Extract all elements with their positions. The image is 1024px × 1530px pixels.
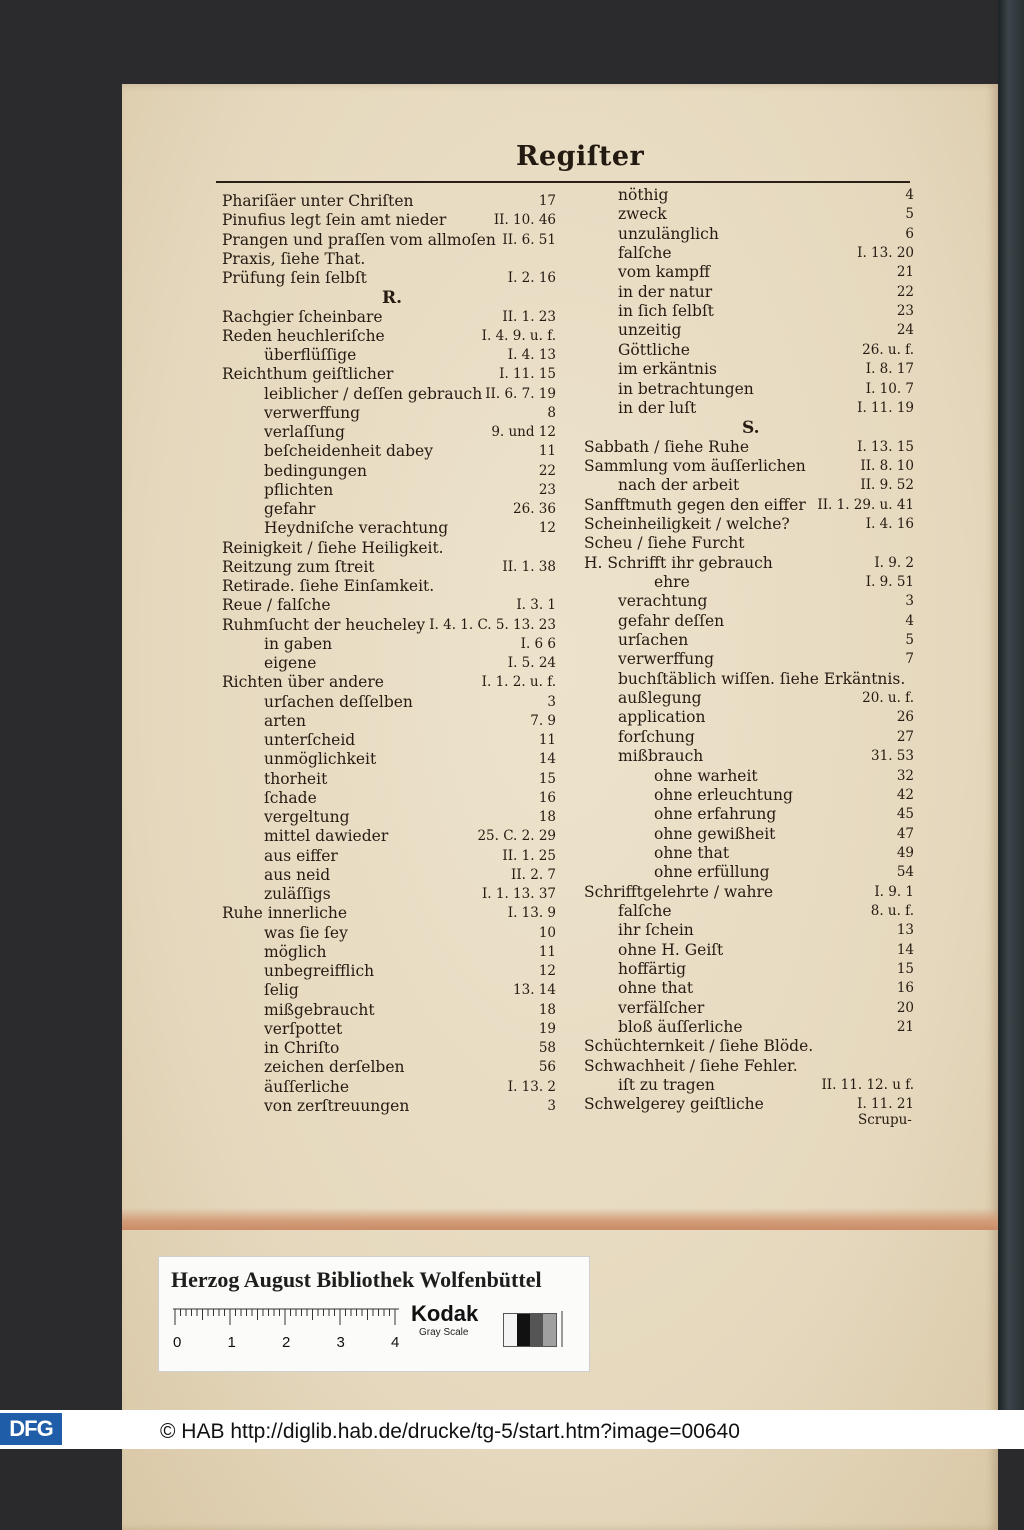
index-reference: 22 [896,283,914,300]
index-entry: leiblicher / deſſen gebrauch [264,384,483,403]
page-bottom-edge [122,1208,998,1230]
index-entry: ohne that [618,979,694,998]
index-reference: I. 3. 1 [516,597,556,614]
index-entry: ohne erfüllung [654,863,770,882]
index-reference: I. 1. 2. u. f. [481,674,556,691]
header-rule [216,181,910,183]
index-entry: Göttliche [618,340,690,359]
index-entry: iſt zu tragen [618,1076,715,1095]
index-entry: ohne gewißheit [654,824,776,843]
index-entry: in der luſt [618,398,697,417]
index-entry: Scheu / ſiehe Furcht [584,534,745,553]
index-reference: I. 11. 15 [499,366,556,383]
index-entry: Reue / falſche [222,596,331,615]
index-entry: Reichthum geiſtlicher [222,365,394,384]
index-entry: aus eiffer [264,846,338,865]
index-reference: 7 [905,651,914,668]
index-reference: 26. 36 [513,501,556,517]
index-entry: forſchung [618,727,695,746]
index-entry: gefahr deſſen [618,611,725,630]
index-entry: hoffärtig [618,960,687,978]
institution-name: Herzog August Bibliothek Wolfenbüttel [171,1267,542,1292]
gray-scale-label: Gray Scale [419,1327,469,1338]
index-entry: ohne H. Geiſt [618,940,724,959]
index-reference: I. 2. 16 [507,270,556,286]
index-reference: 15 [538,770,556,787]
section-letter: S. [742,418,760,439]
index-entry: pflichten [264,480,334,499]
index-reference: I. 4. 1. C. 5. 13. 23 [429,616,556,633]
index-entry: ohne erfahrung [654,805,777,824]
index-reference: I. 13. 2 [507,1078,556,1095]
index-entry: ohne erleuchtung [654,785,793,804]
index-entry: Schwelgerey geiſtliche [584,1095,764,1114]
index-reference: 15 [896,961,914,977]
index-entry: vom kampff [618,263,710,282]
index-reference: 12 [538,520,556,537]
index-reference: 56 [538,1059,556,1076]
index-reference: 19 [538,1020,556,1037]
index-reference: 14 [538,751,556,768]
index-reference: 16 [538,789,556,806]
index-entry: H. Schrifft ihr gebrauch [584,553,773,572]
index-reference: I. 13. 15 [857,438,914,455]
index-reference: 13 [896,922,914,939]
index-reference: 25. C. 2. 29 [477,828,556,845]
index-reference: 20 [896,999,914,1016]
index-entry: Richten über andere [222,673,384,692]
index-entry: ſchade [264,788,317,807]
index-entry: im erkäntnis [618,360,717,379]
index-reference: II. 1. 25 [502,847,556,864]
index-entry: Reinigkeit / ſiehe Heiligkeit. [222,538,444,557]
index-entry: Ruhmſucht der heucheley [222,615,426,634]
index-entry: verachtung [618,592,708,611]
index-entry: application [618,708,706,727]
index-entry: Retirade. ſiehe Einſamkeit. [222,577,435,595]
index-entry: unzulänglich [618,224,719,243]
index-entry: zeichen derſelben [264,1058,405,1077]
index-entry: ihr ſchein [618,921,694,940]
index-entry: verſpottet [264,1019,343,1038]
index-reference: 21 [896,264,914,281]
index-reference: I. 4. 9. u. f. [481,327,556,344]
index-reference: II. 10. 46 [493,212,556,229]
index-entry: unterſcheid [264,731,356,749]
index-reference: I. 8. 17 [865,361,914,378]
index-reference: 11 [538,943,556,960]
index-reference: II. 6. 7. 19 [485,385,556,402]
index-reference: 18 [538,1001,556,1018]
index-reference: 6 [905,225,914,242]
index-entry: Scheinheiligkeit / welche? [584,514,790,533]
index-reference: 26 [896,709,914,726]
index-entry: bedingungen [264,461,367,480]
index-reference: II. 1. 38 [502,558,556,575]
index-entry: Pinufius legt ſein amt nieder [222,211,447,230]
index-entry: in ſich ſelbſt [618,302,714,321]
copyright-link[interactable]: © HAB http://diglib.hab.de/drucke/tg-5/start.htm?image=00640 [160,1420,740,1443]
index-reference: I. 5. 24 [507,655,556,671]
index-entry: gefahr [264,500,316,518]
index-reference: 17 [538,193,556,209]
index-entry: in betrachtungen [618,379,754,398]
index-reference: 3 [905,593,914,610]
index-reference: 12 [538,963,556,979]
index-reference: 20. u. f. [862,690,914,707]
index-reference: I. 9. 1 [874,883,914,900]
index-entry: Praxis, ſiehe That. [222,249,366,268]
index-entry: Sanfftmuth gegen den eiffer [584,495,806,514]
index-reference: I. 9. 2 [874,554,914,571]
index-reference: 4 [905,612,914,629]
index-entry: Schwachheit / ſiehe Fehler. [584,1056,798,1075]
index-entry: Rachgier ſcheinbare [222,307,383,326]
index-reference: 24 [896,322,914,339]
index-reference: I. 13. 9 [507,905,556,922]
index-entry: eigene [264,654,317,672]
index-entry: von zerſtreuungen [264,1096,410,1115]
index-reference: II. 2. 7 [510,866,556,883]
gray-scale-swatch [503,1313,557,1347]
index-entry: in gaben [264,634,333,653]
index-reference: 49 [896,844,914,861]
library-label-card [158,1256,590,1372]
index-entry: zuläſſigs [264,885,331,903]
index-reference: 11 [538,443,556,460]
index-reference: 16 [896,980,914,997]
section-letter: R. [382,288,403,309]
index-reference: 42 [896,786,914,803]
index-reference: II. 8. 10 [860,457,914,474]
index-entry: unmöglichkeit [264,750,377,769]
index-reference: II. 11. 12. u f. [821,1077,914,1094]
index-reference: II. 1. 29. u. 41 [817,496,914,513]
index-reference: 22 [538,462,556,479]
index-entry: Ruhe innerliche [222,904,347,923]
index-entry: mißgebraucht [264,1000,375,1019]
index-entry: in Chriſto [264,1039,340,1057]
index-reference: 3 [547,693,556,710]
ruler-label: 0 [173,1334,182,1351]
ruler-label: 1 [227,1334,236,1351]
index-entry: nöthig [618,186,669,204]
index-entry: verlaſſung [264,423,345,441]
index-entry: außlegung [618,689,702,708]
index-entry: Phariſäer unter Chriſten [222,192,414,210]
index-entry: falſche [618,901,672,920]
index-reference: 31. 53 [871,748,914,765]
index-entry: buchſtäblich wiſſen. ſiehe Erkäntnis. [618,669,906,688]
index-reference: 8. u. f. [870,902,914,919]
index-reference: 5 [905,206,914,223]
index-entry: vergeltung [264,808,350,826]
index-entry: äuſſerliche [264,1077,350,1096]
swatch-divider [561,1311,563,1347]
index-entry: zweck [618,205,667,224]
index-reference: 7. 9 [530,712,556,729]
index-reference: II. 9. 52 [860,477,914,494]
index-entry: ohne that [654,843,730,862]
index-reference: 10 [538,924,556,941]
index-entry: Schrifftgelehrte / wahre [584,882,774,901]
kodak-brand: Kodak [411,1301,479,1326]
index-entry: urſachen deſſelben [264,692,413,711]
index-entry: Schüchternkeit / ſiehe Blöde. [584,1037,814,1056]
page-header: Regiſter [516,141,645,172]
dfg-logo: DFG [0,1413,62,1445]
index-reference: I. 9. 51 [865,574,914,590]
index-reference: 23 [538,481,556,498]
index-reference: I. 4. 13 [507,347,556,363]
index-entry: aus neid [264,865,331,884]
index-entry: unzeitig [618,321,682,340]
index-reference: 58 [538,1040,556,1056]
index-entry: bloß äuſſerliche [618,1018,743,1037]
index-entry: Prangen und praſſen vom allmoſen [222,230,496,249]
index-entry: möglich [264,942,327,961]
index-entry: ſelig [264,981,299,1000]
index-entry: falſche [618,244,672,263]
ruler-label: 3 [336,1334,345,1351]
index-reference: 9. und 12 [491,424,556,440]
index-entry: mißbrauch [618,747,704,766]
index-entry: Sammlung vom äuſſerlichen [584,456,806,475]
index-entry: arten [264,711,307,730]
index-entry: Reden heuchleriſche [222,326,385,345]
index-reference: 54 [896,864,914,881]
index-reference: 5 [905,632,914,649]
index-reference: 3 [547,1097,556,1114]
ruler-scale [173,1307,399,1351]
index-reference: 4 [905,187,914,203]
index-reference: I. 11. 19 [857,399,914,416]
index-entry: überflüſſige [264,346,357,364]
index-reference: I. 6 6 [520,635,556,652]
index-reference: II. 6. 51 [502,231,556,248]
index-reference: I. 4. 16 [865,515,914,532]
index-entry: urſachen [618,631,689,650]
index-entry: Sabbath / ſiehe Ruhe [584,437,749,456]
index-entry: nach der arbeit [618,476,740,495]
index-entry: Prüfung ſein ſelbſt [222,269,367,287]
index-reference: 26. u. f. [862,341,914,358]
index-reference: I. 11. 21 [857,1096,914,1113]
index-entry: unbegreifflich [264,962,375,980]
index-reference: I. 13. 20 [857,245,914,262]
index-reference: 8 [547,404,556,421]
index-reference: 14 [896,941,914,958]
index-reference: 27 [896,728,914,745]
index-reference: 47 [896,825,914,842]
index-entry: verfälſcher [618,998,705,1017]
index-entry: was ſie ſey [264,923,348,942]
index-reference: 32 [896,767,914,784]
index-reference: 11 [538,732,556,748]
index-reference: I. 1. 13. 37 [481,886,556,902]
index-reference: II. 1. 23 [502,308,556,325]
index-reference: 21 [896,1019,914,1036]
ruler-label: 4 [391,1334,399,1351]
index-entry: beſcheidenheit dabey [264,442,433,461]
index-entry: Reitzung zum ſtreit [222,557,375,576]
index-entry: mittel dawieder [264,827,389,846]
index-reference: I. 10. 7 [865,380,914,397]
index-reference: 18 [538,809,556,825]
binding-edge [998,0,1024,1410]
index-reference: 45 [896,806,914,823]
index-entry: verwerffung [264,403,361,422]
index-entry: thorheit [264,769,328,788]
index-entry: ohne warheit [654,766,758,785]
index-entry: ehre [654,573,690,591]
index-reference: 13. 14 [513,982,556,999]
index-entry: in der natur [618,282,713,301]
ruler-label: 2 [282,1334,291,1351]
catchword: Scrupu- [858,1112,912,1128]
index-reference: 23 [896,303,914,320]
index-entry: Heydniſche verachtung [264,519,449,538]
index-entry: verwerffung [618,650,715,669]
